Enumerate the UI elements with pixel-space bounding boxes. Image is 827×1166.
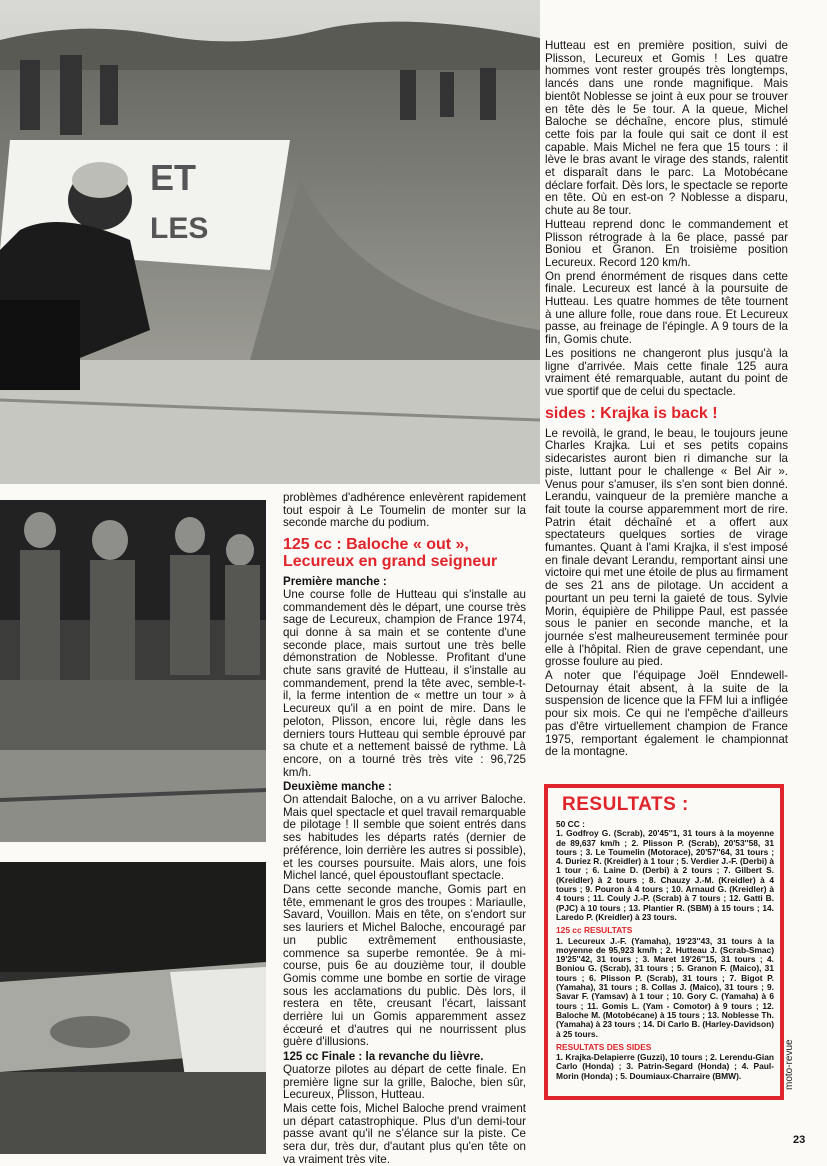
section-heading-125cc: 125 cc : Baloche « out », Lecureux en grand seigneur (283, 536, 498, 571)
subheading-second-heat: Deuxième manche : (283, 780, 392, 794)
photo-mid-spectators (0, 500, 266, 842)
right-column (545, 40, 788, 780)
page-number: 23 (793, 1134, 806, 1146)
results-125cc-text: 1. Lecureux J.-F. (Yamaha), 19'23''43, 31 tours à la moyenne de 95,923 km/h ; 2. Hutteau J. (Scrab-Smac) 19'25''42, 31 tours ; 3. Maret 19'26''15, 31 tours ; 4. Boniou G. (Scrab), 31 tours ; 5. Granon F. (Maico), 31 tours ; 6. Plisson P. (Scrab), 31 tours ; 7. Bigot P. (Yamaha), 31 tours ; 8. Collas J. (Maico), 31 tours ; 9. Savar F. (Yamsav) à 1 tour ; 10. Gory C. (Yamaha) à 6 tours ; 11. Gomis L. (Yam - Comotor) à 9 tours ; 12. Baloche M. (Motobécane) à 15 tours ; 13. Noblesse Th. (Yamaha) à 23 tours ; 14. Di Carlo B. (Harley-Davidson) à 25 tours. (556, 935, 774, 1039)
subheading-first-heat: Première manche : (283, 575, 387, 589)
results-125cc-label: 125 cc RESULTATS (556, 925, 633, 936)
paragraph: A noter que l'équipage Joël Enndewell-Detournay était absent, à la suite de la suspension de licence que la FFM lui a infligée pour six mois. Ce qui ne l'empêche d'ailleurs pas d'être virtuellement champion de France 1975, remportant également le championnat de la montagne. (545, 669, 788, 759)
results-50cc-text: 1. Godfroy G. (Scrab), 20'45''1, 31 tours à la moyenne de 89,637 km/h ; 2. Plisson P. (Scrab), 20'53''58, 31 tours ; 3. Le Toumelin (Motorace), 20'57''64, 31 tours ; 4. Duriez R. (Kreidler) à 1 tour ; 5. Verdier J.-F. (Derbi) à 1 tour ; 6. Laine D. (Derbi) à 2 tours ; 7. Gilbert S. (Kreidler) à 2 tours ; 8. Chauzy J.-M. (Kreidler) à 4 tours ; 9. Pouron à 4 tours ; 10. Arnaud G. (Kreidler) à 4 tours ; 11. Couly J.-P. (Scrab) à 7 tours ; 12. Gatti B. (PJC) à 10 tours ; 13. Plantier R. (SBM) à 15 tours ; 14. Laredo P. (Kreidler) à 23 tours. (556, 828, 774, 922)
section-heading-sides: sides : Krajka is back ! (545, 404, 718, 422)
middle-intro: problèmes d'adhérence enlevèrent rapidement tout espoir à Le Toumelin de monter sur la seconde marche du podium. (283, 491, 526, 530)
paragraph: Dans cette seconde manche, Gomis part en tête, emmenant le gros des troupes : Mariaulle, Savard, Vouillon. Mais en tête, on s'endort sur ses lauriers et Michel Baloche, encouragé par un public extrêmement enthousiaste, commence sa superbe remontée. 9e à mi-course, puis 6e au douzième tour, il double Gomis comme une bombe en sortie de virage sous les acclamations du public. Dès lors, il restera en tête, creusant l'écart, laissant derrière lui un Gomis apparemment assez écœuré et d'autres qui ne nourrissent plus guère d'illusions. (283, 882, 526, 1049)
photo-bottom-track (0, 862, 266, 1154)
paragraph: On attendait Baloche, on a vu arriver Baloche. Mais quel spectacle et quel travail remarquable de pilotage ! Il semble que soient entrés dans ses habitudes les départs ratés (dernier de préférence, loin derrière les autres si possible), et les courses poursuite. Mais alors, une fois Michel lancé, quel époustouflant spectacle. (283, 793, 526, 883)
svg-text:ET: ET (150, 157, 197, 198)
results-title: RESULTATS : (562, 794, 689, 815)
paragraph: On prend énormément de risques dans cette finale. Lecureux est lancé à la poursuite de Hutteau. Les quatre hommes de tête tournent à une allure folle, roue dans roue. Et Lecureux passe, au freinage de l'épingle. A 9 tours de la fin, Gomis chute. (545, 269, 788, 347)
svg-text:LES: LES (150, 212, 209, 245)
subheading-125cc-final: 125 cc Finale : la revanche du lièvre. (283, 1050, 484, 1064)
middle-column (283, 491, 526, 1166)
results-sides-text: 1. Krajka-Delapierre (Guzzi), 10 tours ; 2. Lerendu-Gian Carlo (Honda) ; 3. Patrin-Segard (Honda) ; 4. Paul-Morin (Honda) ; 5. Doumiaux-Charraire (BMW). (556, 1052, 774, 1081)
paragraph: Quatorze pilotes au départ de cette finale. En première ligne sur la grille, Baloche, bien sûr, Lecureux, Plisson, Hutteau. (283, 1062, 526, 1102)
paragraph: Le revoilà, le grand, le beau, le toujours jeune Charles Krajka. Lui et ses petits copains sidecaristes auront bien ri dimanche sur la piste, luttant pour le challenge « Bel Air ». Venus pour s'amuser, ils s'en sont bien donné. Lerandu, vainqueur de la première manche a fait toute la course apparemment mort de rire. Patrin était déchaîné et a offert aux spectateurs quelques sorties de virage fumantes. Quant à l'ami Krajka, il s'est imposé en finale devant Lerandu, remportant ainsi une victoire qui met une étoile de plus au firmament de ses 21 ans de pilotage. Un accident a pourtant un peu terni la gaieté de tous. Sylvie Morin, équipière de Philippe Paul, est passée sous le panier en seconde manche, et la journée s'est malheureusement terminée pour elle à l'hôpital. Rien de grave cependant, une grosse foulure au pied. (545, 426, 788, 669)
results-50cc-label: 50 CC : (556, 819, 585, 829)
paragraph: Hutteau reprend donc le commandement et Plisson rétrograde à la 6e place, passé par Boniou et Granon. En troisième position Lecureux. Record 120 km/h. (545, 217, 788, 269)
magazine-name: moto-revue (784, 1039, 795, 1090)
results-sides-label: RESULTATS DES SIDES (556, 1041, 652, 1052)
paragraph: Les positions ne changeront plus jusqu'à la ligne d'arrivée. Mais cette finale 125 aura vraiment été remarquable, autant du point de vue sportif que de celui du spectacle. (545, 346, 788, 398)
results-box (544, 784, 784, 1100)
paragraph: Mais cette fois, Michel Baloche prend vraiment un départ catastrophique. Plus d'un demi-tour passe avant qu'il ne s'élance sur la piste. Ce sera dur, très dur, d'autant plus qu'en tête on va vraiment très vite. (283, 1101, 526, 1166)
paragraph: Hutteau est en première position, suivi de Plisson, Lecureux et Gomis ! Les quatre hommes vont rester groupés très longtemps, lancés dans une ronde magnifique. Mais bientôt Noblesse se joint à eux pour se trouver en tête dès le 5e tour. A la queue, Michel Baloche se déchaîne, encore plus, stimulé cette fois par la foule qui sait ce dont il est capable. Mais Michel ne fera que 15 tours : il lève le bras avant le virage des stands, ralentit et disparaît dans le parc. La Motobécane déclare forfait. Dès lors, le spectacle se reporte en tête. Où en est-on ? Noblesse a disparu, chute au 8e tour. (545, 39, 788, 218)
paragraph: Une course folle de Hutteau qui s'installe au commandement dès le départ, une course très sage de Lecureux, champion de France 1974, qui donne à sa main et se contente d'une seconde place, mais surtout une très belle démonstration de Noblesse. Profitant d'une chute sans gravité de Hutteau, il s'installe au commandement, prend la tête avec, semble-t-il, la ferme intention de « mettre un tour » à Lecureux qu'il a en point de mire. Dans le peloton, Plisson, encore lui, règle dans les derniers tours Hutteau qui semble éprouvé par sa chute et a nettement baissé de rythme. Là encore, on a tourné très très vite : 96,725 km/h. (283, 587, 526, 779)
photo-top-sidecar (0, 0, 540, 484)
